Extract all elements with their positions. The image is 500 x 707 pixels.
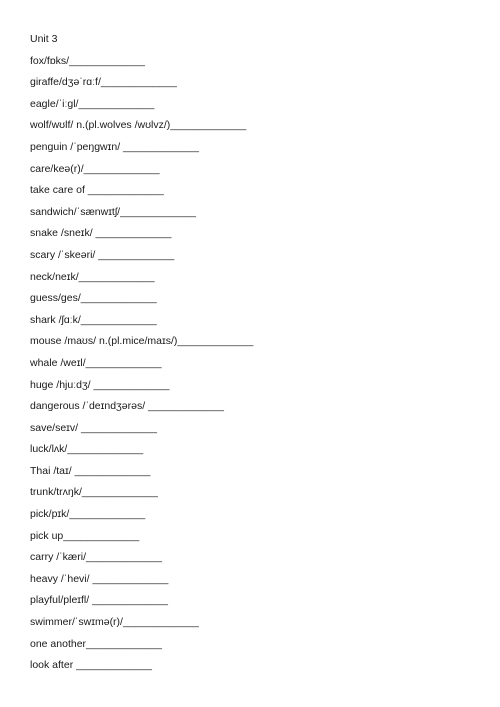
vocab-entry-guess: guess/ges/_____________ — [30, 292, 157, 305]
vocab-entry-one-another: one another_____________ — [30, 637, 162, 650]
vocab-entry-mouse: mouse /maʊs/ n.(pl.mice/maɪs/)_____________ — [30, 335, 254, 348]
vocab-entry-playful: playful/pleɪfl/ _____________ — [30, 594, 169, 607]
vocab-entry-giraffe: giraffe/dʒəˈrɑːf/_____________ — [30, 76, 177, 89]
unit-title: Unit 3 — [30, 33, 58, 45]
vocab-entry-fox: fox/fɒks/_____________ — [30, 54, 146, 67]
vocab-entry-thai: Thai /taɪ/ _____________ — [30, 464, 151, 477]
vocab-entry-care: care/keə(r)/_____________ — [30, 162, 160, 175]
vocab-entry-shark: shark /ʃɑːk/_____________ — [30, 313, 157, 326]
vocab-entry-snake: snake /sneɪk/ _____________ — [30, 227, 172, 240]
vocab-entry-dangerous: dangerous /ˈdeɪndʒərəs/ _____________ — [30, 400, 224, 413]
vocab-entry-sandwich: sandwich/ˈsænwɪtʃ/_____________ — [30, 205, 197, 218]
vocab-entry-heavy: heavy /ˈhevi/ _____________ — [30, 572, 169, 585]
vocab-entry-trunk: trunk/trʌŋk/_____________ — [30, 486, 158, 499]
vocab-entry-huge: huge /hjuːdʒ/ _____________ — [30, 378, 170, 391]
vocab-entry-carry: carry /ˈkæri/_____________ — [30, 551, 162, 564]
vocab-entry-save: save/seɪv/ _____________ — [30, 421, 157, 434]
vocab-entry-take-care-of: take care of _____________ — [30, 184, 164, 197]
vocab-entry-scary: scary /ˈskeəri/ _____________ — [30, 248, 175, 261]
vocab-entry-pick-up: pick up_____________ — [30, 529, 140, 542]
vocab-entry-neck: neck/neɪk/_____________ — [30, 270, 155, 283]
vocab-entry-swimmer: swimmer/ˈswɪmə(r)/_____________ — [30, 616, 199, 629]
vocab-entry-pick: pick/pɪk/_____________ — [30, 508, 146, 521]
vocab-entry-wolf: wolf/wʊlf/ n.(pl.wolves /wʊlvz/)_____________ — [30, 119, 247, 132]
vocab-entry-look-after: look after _____________ — [30, 659, 153, 672]
vocab-entry-luck: luck/lʌk/_____________ — [30, 443, 144, 456]
vocabulary-list — [30, 51, 480, 677]
vocab-entry-penguin: penguin /ˈpeŋɡwɪn/ _____________ — [30, 140, 199, 153]
vocab-entry-eagle: eagle/ˈiːɡl/_____________ — [30, 97, 155, 110]
worksheet — [30, 29, 480, 677]
vocab-entry-whale: whale /weɪl/_____________ — [30, 356, 162, 369]
